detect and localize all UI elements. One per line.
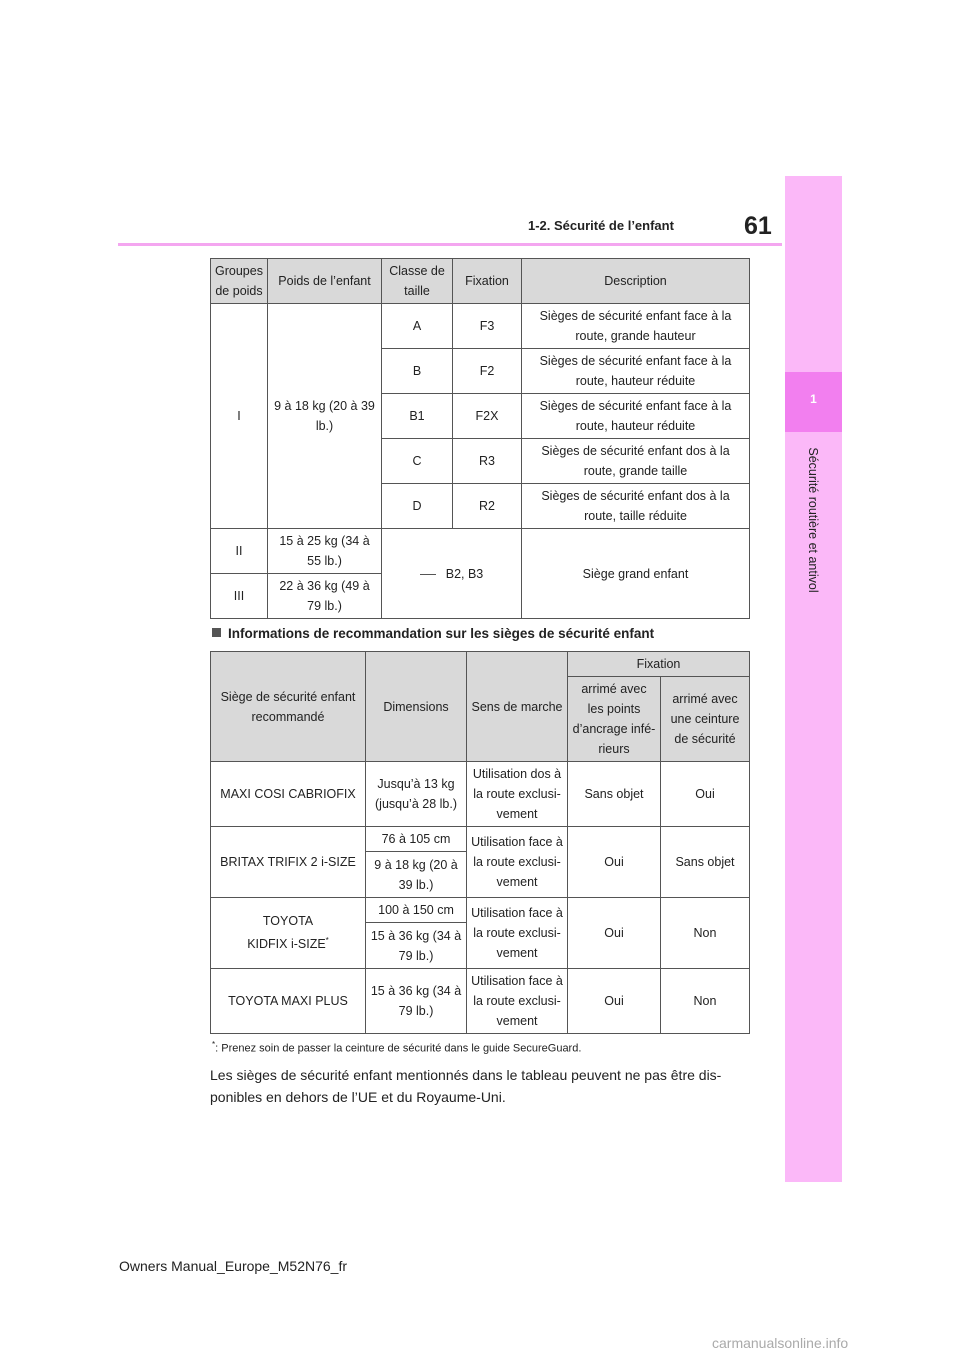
direction-cell: Utilisation dos à la route exclusi-vement <box>467 762 568 827</box>
table-row <box>211 304 750 349</box>
seat-line-2: KIDFIX i-SIZE <box>247 937 326 952</box>
description-cell: Sièges de sécurité enfant dos à la route, taille réduite <box>522 484 750 529</box>
dash-mark <box>420 574 436 575</box>
anchor-cell: Oui <box>568 969 661 1034</box>
col-belt: arrimé avec une ceinture de sécurité <box>661 677 750 762</box>
col-fixation: Fixation <box>453 259 522 304</box>
table-row <box>211 969 750 1034</box>
anchor-cell: Oui <box>568 898 661 969</box>
class-cell: C <box>382 439 453 484</box>
class-cell: B1 <box>382 394 453 439</box>
col-child-weight: Poids de l’enfant <box>268 259 382 304</box>
description-cell: Sièges de sécurité enfant face à la route, hauteur réduite <box>522 349 750 394</box>
table-row <box>211 827 750 852</box>
table-header-row <box>211 652 750 677</box>
fixation-cell: F2X <box>453 394 522 439</box>
col-dimensions: Dimensions <box>366 652 467 762</box>
col-fixation: Fixation <box>568 652 750 677</box>
anchor-cell: Oui <box>568 827 661 898</box>
watermark: carmanualsonline.info <box>712 1335 849 1351</box>
header-rule <box>118 243 782 246</box>
table-row <box>211 898 750 923</box>
shared-fixation-cell <box>382 529 522 619</box>
section-title: 1-2. Sécurité de l’enfant <box>528 218 674 233</box>
class-cell: A <box>382 304 453 349</box>
page-number: 61 <box>744 212 772 240</box>
col-direction: Sens de marche <box>467 652 568 762</box>
fixation-cell: F3 <box>453 304 522 349</box>
recommendation-table <box>210 651 750 1034</box>
seat-cell <box>211 898 366 969</box>
section-heading-text: Informations de recommandation sur les sièges de sécurité enfant <box>228 626 655 641</box>
col-description: Description <box>522 259 750 304</box>
belt-cell: Non <box>661 969 750 1034</box>
class-cell: B <box>382 349 453 394</box>
belt-cell: Non <box>661 898 750 969</box>
dimensions-cell: 100 à 150 cm <box>366 898 467 923</box>
belt-cell: Sans objet <box>661 827 750 898</box>
footnote-mark: * <box>212 1040 216 1049</box>
table-row <box>211 762 750 827</box>
belt-cell: Oui <box>661 762 750 827</box>
col-weight-group: Groupes de poids <box>211 259 268 304</box>
table-row <box>211 529 750 574</box>
fixation-cell: R3 <box>453 439 522 484</box>
body-paragraph: Les sièges de sécurité enfant mentionnés dans le tableau peuvent ne pas être dis-ponibles en dehors de l’UE et du Royaume-Uni. <box>210 1067 722 1105</box>
dimensions-cell: 76 à 105 cm <box>366 827 467 852</box>
anchor-cell: Sans objet <box>568 762 661 827</box>
bullet-square-icon <box>212 628 221 637</box>
weight-cell: 15 à 25 kg (34 à 55 lb.) <box>268 529 382 574</box>
seat-cell: BRITAX TRIFIX 2 i-SIZE <box>211 827 366 898</box>
class-cell: D <box>382 484 453 529</box>
shared-fixation: B2, B3 <box>445 566 484 581</box>
col-anchor: arrimé avec les points d’ancrage infé-rieurs <box>568 677 661 762</box>
seat-line-1: TOYOTA <box>262 914 314 929</box>
col-seat: Siège de sécurité enfant recommandé <box>211 652 366 762</box>
dimensions-cell: 9 à 18 kg (20 à 39 lb.) <box>366 852 467 898</box>
footnote-text: : Prenez soin de passer la ceinture de sécurité dans le guide SecureGuard. <box>215 1042 582 1055</box>
side-tab-label: Sécurité routière et antivol <box>806 447 820 593</box>
group-cell: I <box>211 304 268 529</box>
direction-cell: Utilisation face à la route exclusi-vement <box>467 898 568 969</box>
fixation-cell: R2 <box>453 484 522 529</box>
direction-cell: Utilisation face à la route exclusi-vement <box>467 827 568 898</box>
side-tab <box>785 176 842 1182</box>
dimensions-cell: Jusqu’à 13 kg (jusqu’à 28 lb.) <box>366 762 467 827</box>
seat-cell: TOYOTA MAXI PLUS <box>211 969 366 1034</box>
table-header-row <box>211 259 750 304</box>
direction-cell: Utilisation face à la route exclusi-vement <box>467 969 568 1034</box>
fixation-cell: F2 <box>453 349 522 394</box>
side-tab-number: 1 <box>810 392 817 406</box>
section-heading <box>212 626 654 641</box>
group-cell: II <box>211 529 268 574</box>
footer-doc-id: Owners Manual_Europe_M52N76_fr <box>119 1258 348 1274</box>
dimensions-cell: 15 à 36 kg (34 à 79 lb.) <box>366 923 467 969</box>
description-cell: Sièges de sécurité enfant face à la route, grande hauteur <box>522 304 750 349</box>
footnote-mark: * <box>325 936 329 946</box>
weight-cell: 9 à 18 kg (20 à 39 lb.) <box>268 304 382 529</box>
footnote <box>212 1040 581 1055</box>
weight-cell: 22 à 36 kg (49 à 79 lb.) <box>268 574 382 619</box>
seat-cell: MAXI COSI CABRIOFIX <box>211 762 366 827</box>
shared-description-cell: Siège grand enfant <box>522 529 750 619</box>
dimensions-cell: 15 à 36 kg (34 à 79 lb.) <box>366 969 467 1034</box>
weight-groups-table <box>210 258 750 619</box>
group-cell: III <box>211 574 268 619</box>
col-size-class: Classe de taille <box>382 259 453 304</box>
description-cell: Sièges de sécurité enfant face à la route, hauteur réduite <box>522 394 750 439</box>
description-cell: Sièges de sécurité enfant dos à la route, grande taille <box>522 439 750 484</box>
